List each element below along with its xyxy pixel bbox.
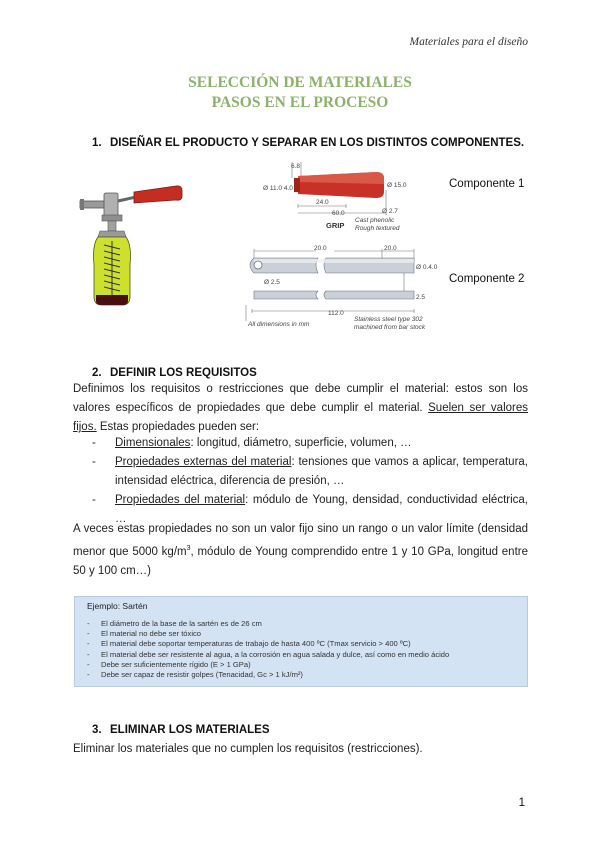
list-item-text: : longitud, diámetro, superficie, volumen, … — [190, 437, 412, 449]
list-item: - El material debe ser resistente al agua, a la corrosión en agua salada y dulce, así como en medio ácido — [87, 650, 517, 660]
list-item-text: : módulo de Young, densidad, conductividad eléctrica, … — [115, 494, 528, 525]
list-item-term: Dimensionales — [115, 437, 191, 449]
rod-dim-length: 112.0 — [328, 310, 344, 317]
list-item: - Debe ser suficientemente rígido (E > 1 GPa) — [87, 660, 517, 670]
page-title — [0, 73, 600, 113]
rod-dim-hole: Ø 2.5 — [264, 279, 280, 286]
rod-note-1: Stainless steel type 302 — [354, 316, 423, 323]
list-item: - El material no debe ser tóxico — [87, 629, 517, 639]
section-3-number: 3. — [92, 724, 102, 736]
section-3-heading — [92, 724, 270, 736]
intro-text-b: Estas propiedades pueden ser: — [99, 421, 260, 433]
section-1-number: 1. — [92, 137, 102, 149]
rod-note-2: machined from bar stock — [354, 324, 426, 331]
list-item: - El diámetro de la base de la sartén es de 26 cm — [87, 619, 517, 629]
example-title: Ejemplo: Sartén — [87, 601, 148, 611]
example-list — [87, 619, 517, 680]
rod-note-left: All dimensions in mm — [248, 321, 310, 328]
section-3-title: ELIMINAR LOS MATERIALES — [110, 724, 270, 736]
list-item-text: : tensiones que vamos a aplicar, temperatura, intensidad eléctrica, diferencia de presión, … — [115, 456, 528, 487]
section-2-number: 2. — [92, 367, 102, 379]
list-item: - Debe ser capaz de resistir golpes (Tenacidad, Gc > 1 kJ/m²) — [87, 670, 517, 680]
requirements-intro — [73, 380, 528, 437]
title-line-2: PASOS EN EL PROCESO — [211, 94, 389, 111]
requirements-list — [92, 434, 528, 529]
intro-underlined: Suelen ser valores fijos. — [73, 402, 528, 433]
title-line-1: SELECCIÓN DE MATERIALES — [188, 74, 412, 91]
grip-label: GRIP — [326, 221, 345, 230]
rod-dim-2: 20.0 — [384, 245, 397, 252]
section-1-heading — [92, 137, 524, 149]
grip-dim-length: 24.0 — [316, 199, 329, 206]
component-1-label: Componente 1 — [449, 178, 525, 190]
grip-dim-left: Ø 11.0 4.0 — [263, 185, 293, 192]
grip-dim-right: Ø 15.0 — [387, 182, 407, 189]
page-number: 1 — [518, 797, 525, 809]
list-item-term: Propiedades externas del material — [115, 456, 292, 468]
range-text-a: A veces estas propiedades no son un valor fijo sino un rango o un valor límite (densidad menor que 5000 kg/m — [73, 523, 528, 558]
torch-illustration — [76, 185, 188, 310]
component-2-label: Componente 2 — [449, 273, 525, 285]
range-superscript: 3 — [186, 545, 191, 552]
range-paragraph — [73, 520, 528, 581]
grip-dim-top: 6.8 — [291, 163, 301, 170]
intro-text-a: Definimos los requisitos o restricciones que debe cumplir el material: estos son los valores específicos de propiedades que debe cumplir el material. — [73, 383, 528, 414]
grip-note-2: Rough textured — [355, 225, 400, 232]
grip-drawing — [258, 160, 418, 235]
list-item: - El material debe soportar temperaturas de trabajo de hasta 400 ºC (Tmax servicio > 400 ºC) — [87, 639, 517, 649]
rod-dim-diam: Ø 0.4.0 — [416, 264, 438, 271]
list-item — [92, 453, 528, 491]
section-3-text: Eliminar los materiales que no cumplen los requisitos (restricciones). — [73, 743, 423, 755]
list-item-term: Propiedades del material — [115, 494, 246, 506]
grip-note-1: Cast phenolic — [355, 217, 395, 224]
grip-dim-total: 60.0 — [332, 210, 345, 217]
section-2-heading — [92, 367, 257, 379]
rod-dim-1: 20.0 — [314, 245, 327, 252]
running-header: Materiales para el diseño — [409, 36, 528, 48]
range-text-b: , módulo de Young comprendido entre 1 y 10 GPa, longitud entre 50 y 100 cm…) — [73, 545, 528, 577]
section-2-title: DEFINIR LOS REQUISITOS — [110, 367, 257, 379]
grip-dim-hole: Ø 2.7 — [382, 208, 398, 215]
list-item — [92, 434, 528, 453]
rod-drawing — [244, 243, 444, 333]
rod-dim-thick: 2.5 — [416, 294, 426, 301]
section-1-title: DISEÑAR EL PRODUCTO Y SEPARAR EN LOS DISTINTOS COMPONENTES. — [110, 137, 525, 149]
example-box — [74, 596, 528, 687]
